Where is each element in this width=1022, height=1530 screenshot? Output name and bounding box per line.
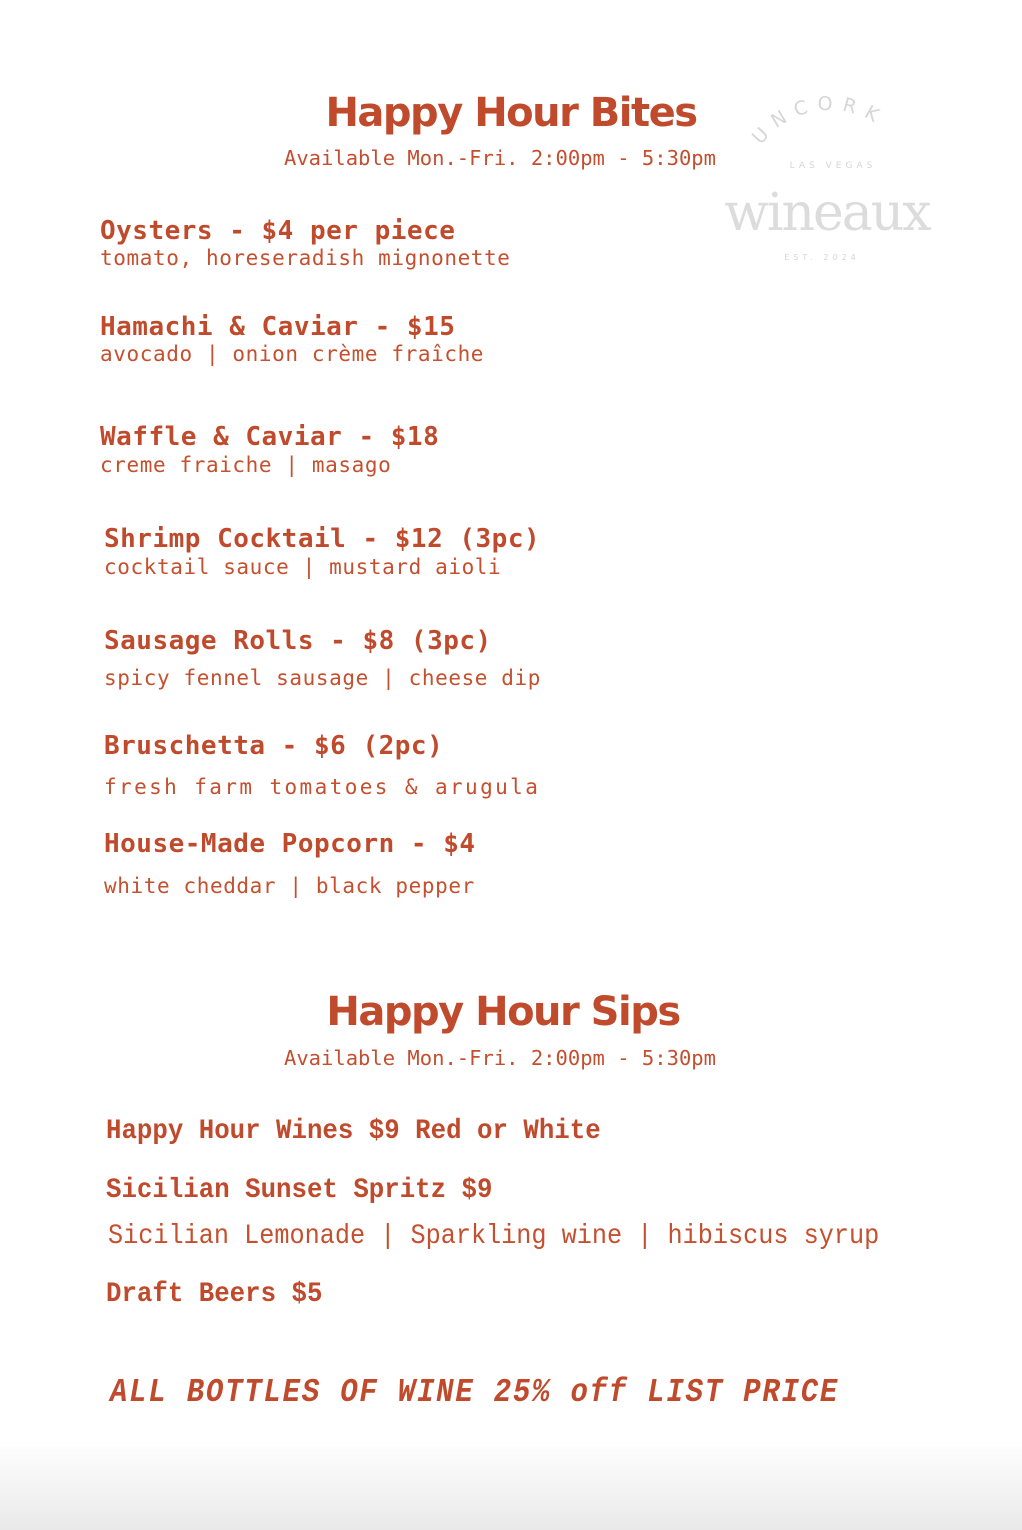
wine-bottle-promo: ALL BOTTLES OF WINE 25% off LIST PRICE [110,1374,840,1411]
sip-item-name: Happy Hour Wines $9 Red or White [106,1116,601,1147]
bite-item-name: Oysters - $4 per piece [100,216,456,246]
bite-item-description: white cheddar | black pepper [104,874,475,898]
sips-availability: Available Mon.-Fri. 2:00pm - 5:30pm [284,1046,716,1070]
bite-item-name: Bruschetta - $6 (2pc) [104,731,444,761]
sip-item-name: Draft Beers $5 [106,1279,323,1310]
bite-item-description: spicy fennel sausage | cheese dip [104,666,542,690]
sip-item-description: Sicilian Lemonade | Sparkling wine | hibiscus syrup [108,1221,880,1252]
bite-item-description: avocado | onion crème fraîche [100,342,485,366]
logo-top-arc: UNCORK [747,95,891,149]
bite-item-name: Shrimp Cocktail - $12 (3pc) [104,524,541,554]
bites-availability: Available Mon.-Fri. 2:00pm - 5:30pm [284,146,716,170]
bite-item-description: cocktail sauce | mustard aioli [104,555,502,579]
bite-item-description: tomato, horeseradish mignonette [100,246,511,270]
bite-item-name: Sausage Rolls - $8 (3pc) [104,626,492,656]
logo-established: EST. 2024 [784,253,860,262]
logo-city: LAS VEGAS [789,161,877,171]
bite-item-description: fresh farm tomatoes & arugula [104,775,541,799]
sip-item-name: Sicilian Sunset Spritz $9 [106,1175,493,1206]
bite-item-name: Hamachi & Caviar - $15 [100,312,456,342]
bites-title: Happy Hour Bites [325,90,697,136]
bite-item-description: creme fraiche | masago [100,453,392,477]
logo-brand: wineaux [724,183,930,243]
sips-title: Happy Hour Sips [326,989,680,1035]
bite-item-name: House-Made Popcorn - $4 [104,829,476,859]
bite-item-name: Waffle & Caviar - $18 [100,422,440,452]
